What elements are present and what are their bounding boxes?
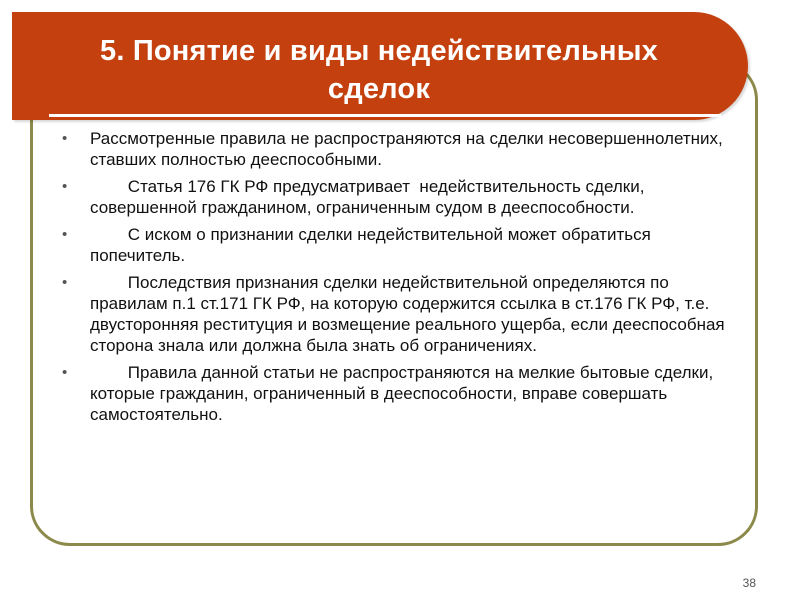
slide-title-line1: 5. Понятие и виды недействительных bbox=[99, 35, 658, 67]
list-item-text: Рассмотренные правила не распространяются на сделки несовершеннолетних, ставших полностью дееспособными. bbox=[90, 129, 728, 169]
list-item-text: Статья 176 ГК РФ предусматривает недействительность сделки, совершенной гражданином, ограниченным судом в дееспособности. bbox=[90, 177, 650, 217]
list-item bbox=[62, 362, 742, 425]
bullet-icon: • bbox=[62, 364, 68, 381]
bullet-icon: • bbox=[62, 226, 68, 243]
slide-title-line2: сделок bbox=[327, 73, 431, 105]
list-item bbox=[62, 224, 742, 266]
title-underline bbox=[49, 114, 721, 117]
list-item bbox=[62, 272, 742, 356]
bullet-icon: • bbox=[62, 130, 68, 147]
list-item-text: Последствия признания сделки недействительной определяются по правилам п.1 ст.171 ГК РФ, на которую содержится ссылка в ст.176 ГК РФ, т.е. двусторонняя реституция и возмещение реального ущерба, если дееспособная сторона знала или должна была знать об ограничениях. bbox=[90, 273, 730, 355]
list-item bbox=[62, 176, 742, 218]
page-number: 38 bbox=[742, 576, 756, 590]
slide-title bbox=[34, 32, 724, 108]
bullet-icon: • bbox=[62, 274, 68, 291]
list-item-text: С иском о признании сделки недействительной может обратиться попечитель. bbox=[90, 225, 656, 265]
bullet-list bbox=[62, 128, 742, 431]
list-item-text: Правила данной статьи не распространяются на мелкие бытовые сделки, которые гражданин, ограниченный в дееспособности, вправе совершать самостоятельно. bbox=[90, 363, 718, 424]
list-item bbox=[62, 128, 742, 170]
bullet-icon: • bbox=[62, 178, 68, 195]
title-banner bbox=[12, 12, 748, 120]
